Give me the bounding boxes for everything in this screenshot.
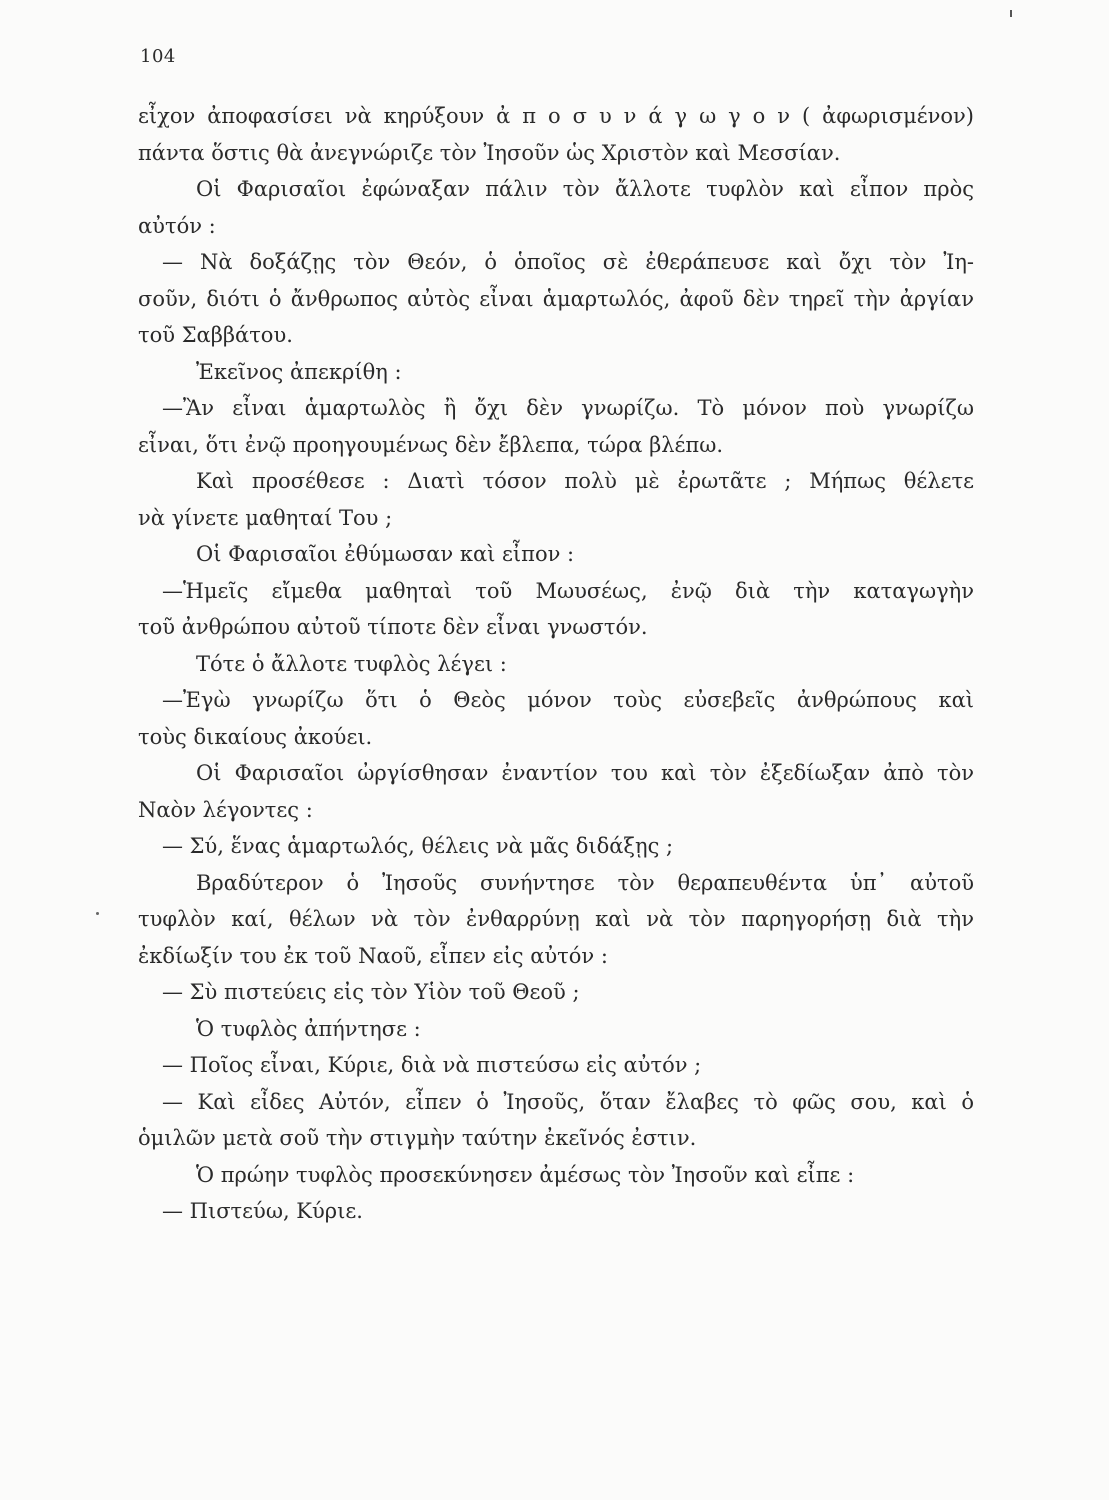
text-line: Ναὸν λέγοντες : bbox=[138, 797, 313, 822]
body-text bbox=[138, 98, 974, 1230]
margin-speck bbox=[96, 912, 99, 915]
text-line: — Ποῖος εἶναι, Κύριε, διὰ νὰ πιστεύσω εἰς αὐτόν ; bbox=[162, 1053, 702, 1077]
text-line: — Πιστεύω, Κύριε. bbox=[162, 1199, 363, 1223]
text-line: πάντα ὅστις θὰ ἀνεγνώριζε τὸν Ἰησοῦν ὡς Χριστὸν καὶ Μεσσίαν. bbox=[138, 140, 841, 165]
text-line: Τότε ὁ ἄλλοτε τυφλὸς λέγει : bbox=[196, 651, 507, 676]
margin-mark bbox=[1010, 10, 1012, 17]
text-line: — Νὰ δοξάζῃς τὸν Θεόν, ὁ ὁποῖος σὲ ἐθεράπευσε καὶ ὄχι τὸν Ἰη- bbox=[162, 250, 974, 274]
text-line: — Καὶ εἶδες Αὐτόν, εἶπεν ὁ Ἰησοῦς, ὅταν ἔλαβες τὸ φῶς σου, καὶ ὁ bbox=[162, 1089, 974, 1114]
page-number: 104 bbox=[140, 46, 176, 67]
text-line: Ἐκεῖνος ἀπεκρίθη : bbox=[196, 359, 402, 384]
text-line: Οἱ Φαρισαῖοι ἐφώναξαν πάλιν τὸν ἄλλοτε τυφλὸν καὶ εἶπον πρὸς bbox=[196, 177, 974, 201]
text-line: — Σὺ πιστεύεις εἰς τὸν Υἱὸν τοῦ Θεοῦ ; bbox=[162, 980, 580, 1004]
text-line: τοῦ ἀνθρώπου αὐτοῦ τίποτε δὲν εἶναι γνωστόν. bbox=[138, 615, 648, 639]
text-line: τοὺς δικαίους ἀκούει. bbox=[138, 724, 373, 749]
text-line: σοῦν, διότι ὁ ἄνθρωπος αὐτὸς εἶναι ἁμαρτωλός, ἀφοῦ δὲν τηρεῖ τὴν ἀργίαν bbox=[138, 286, 974, 311]
text-line: Βραδύτερον ὁ Ἰησοῦς συνήντησε τὸν θεραπευθέντα ὑπ᾽ αὐτοῦ bbox=[196, 870, 974, 895]
text-line: Οἱ Φαρισαῖοι ἐθύμωσαν καὶ εἶπον : bbox=[196, 542, 575, 566]
text-line: ἐκδίωξίν του ἐκ τοῦ Ναοῦ, εἶπεν εἰς αὐτόν : bbox=[138, 943, 608, 968]
text-line: Ὁ πρώην τυφλὸς προσεκύνησεν ἀμέσως τὸν Ἰησοῦν καὶ εἶπε : bbox=[196, 1162, 855, 1187]
text-line: — Σύ, ἕνας ἁμαρτωλός, θέλεις νὰ μᾶς διδάξῃς ; bbox=[162, 834, 674, 858]
text-line: εἶχον ἀποφασίσει νὰ κηρύξουν ἀ π ο σ υ ν ά γ ω γ ο ν ( ἀφωρισμένον) bbox=[138, 104, 974, 128]
text-line: Καὶ προσέθεσε : Διατὶ τόσον πολὺ μὲ ἐρωτᾶτε ; Μήπως θέλετε bbox=[196, 469, 974, 493]
text-line: τυφλὸν καί, θέλων νὰ τὸν ἐνθαρρύνῃ καὶ νὰ τὸν παρηγορήσῃ διὰ τὴν bbox=[138, 907, 974, 931]
text-line: εἶναι, ὅτι ἐνῷ προηγουμένως δὲν ἔβλεπα, τώρα βλέπω. bbox=[138, 432, 723, 457]
text-line: τοῦ Σαββάτου. bbox=[138, 323, 293, 347]
text-line: Ὁ τυφλὸς ἀπήντησε : bbox=[196, 1016, 421, 1041]
text-line: —Ἂν εἶναι ἁμαρτωλὸς ἢ ὄχι δὲν γνωρίζω. Τὸ μόνον ποὺ γνωρίζω bbox=[162, 396, 974, 420]
text-line: αὐτόν : bbox=[138, 213, 216, 238]
text-line: ὁμιλῶν μετὰ σοῦ τὴν στιγμὴν ταύτην ἐκεῖνός ἐστιν. bbox=[138, 1126, 697, 1150]
text-line: Οἱ Φαρισαῖοι ὠργίσθησαν ἐναντίον του καὶ τὸν ἐξεδίωξαν ἀπὸ τὸν bbox=[196, 761, 974, 785]
text-line: νὰ γίνετε μαθηταί Του ; bbox=[138, 505, 393, 530]
text-line: —Ἐγὼ γνωρίζω ὅτι ὁ Θεὸς μόνον τοὺς εὐσεβεῖς ἀνθρώπους καὶ bbox=[162, 688, 974, 712]
text-line: —Ἡμεῖς εἴμεθα μαθηταὶ τοῦ Μωυσέως, ἐνῷ διὰ τὴν καταγωγὴν bbox=[162, 578, 974, 603]
